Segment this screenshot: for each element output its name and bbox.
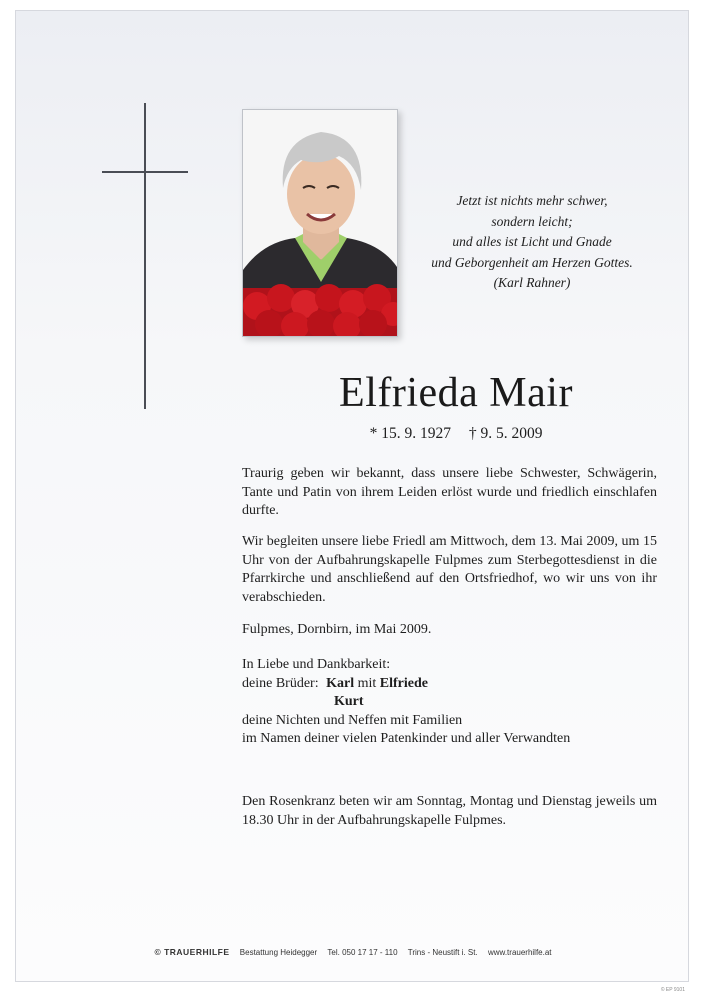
footer <box>16 947 690 957</box>
life-dates <box>236 425 676 443</box>
deceased-name: Elfrieda Mair <box>339 370 573 416</box>
place-date-text <box>242 621 657 640</box>
death-date: † 9. 5. 2009 <box>468 425 543 442</box>
quote-block <box>412 191 652 294</box>
cross-horizontal <box>102 171 188 173</box>
with-word: mit <box>357 675 377 691</box>
company-address: Trins - Neustift i. St. <box>407 948 478 957</box>
announcement-text <box>242 465 657 521</box>
quote-line: sondern leicht; <box>491 213 573 229</box>
company-name: Bestattung Heidegger <box>239 948 318 957</box>
birth-date: * 15. 9. 1927 <box>369 425 451 442</box>
obituary-card <box>15 10 689 982</box>
quote-author: (Karl Rahner) <box>493 275 571 290</box>
brothers-label: deine Brüder: <box>242 675 319 691</box>
brother-karl: Karl <box>326 675 355 691</box>
rosary-text <box>242 793 657 830</box>
mourners-intro: In Liebe und Dankbarkeit: <box>242 657 391 672</box>
quote-line: und Geborgenheit am Herzen Gottes. <box>431 254 633 270</box>
funeral-paragraph: Wir begleiten unsere liebe Friedl am Mittwoch, dem 13. Mai 2009, um 15 Uhr von der Aufbahrungskapelle Fulpmes zum Sterbegottesdienst in die Pfarrkirche und anschließend auf den Ortsfriedhof, wo wir uns von ihr verabschieden. <box>242 534 657 605</box>
print-code: © EP 9101 <box>660 987 685 993</box>
quote-line: und alles ist Licht und Gnade <box>452 234 612 249</box>
company-website[interactable]: www.trauerhilfe.at <box>487 948 552 957</box>
nieces-line: deine Nichten und Neffen mit Familien <box>242 712 463 728</box>
funeral-text <box>242 533 657 607</box>
place-date: Fulpmes, Dornbirn, im Mai 2009. <box>242 622 432 637</box>
rosary-paragraph: Den Rosenkranz beten wir am Sonntag, Montag und Dienstag jeweils um 18.30 Uhr in der Aufbahrungskapelle Fulpmes. <box>242 794 657 828</box>
brother-kurt: Kurt <box>334 694 364 709</box>
cross-vertical <box>144 103 146 409</box>
company-phone: Tel. 050 17 17 - 110 <box>327 948 398 957</box>
announcement-paragraph: Traurig geben wir bekannt, dass unsere liebe Schwester, Schwägerin, Tante und Patin von ihrem Leiden erlöst wurde und friedlich einschlafen durfte. <box>242 466 657 518</box>
brothers-line <box>242 675 657 694</box>
godchildren-line: im Namen deiner vielen Patenkinder und aller Verwandten <box>242 731 571 746</box>
portrait-image <box>243 110 398 337</box>
brother-kurt-line <box>242 693 657 712</box>
quote-line: Jetzt ist nichts mehr schwer, <box>456 193 608 208</box>
partner-elfriede: Elfriede <box>379 675 428 691</box>
portrait-photo <box>242 109 398 337</box>
trauerhilfe-logo: © TRAUERHILFE <box>154 947 230 957</box>
mourners-block <box>242 656 657 749</box>
